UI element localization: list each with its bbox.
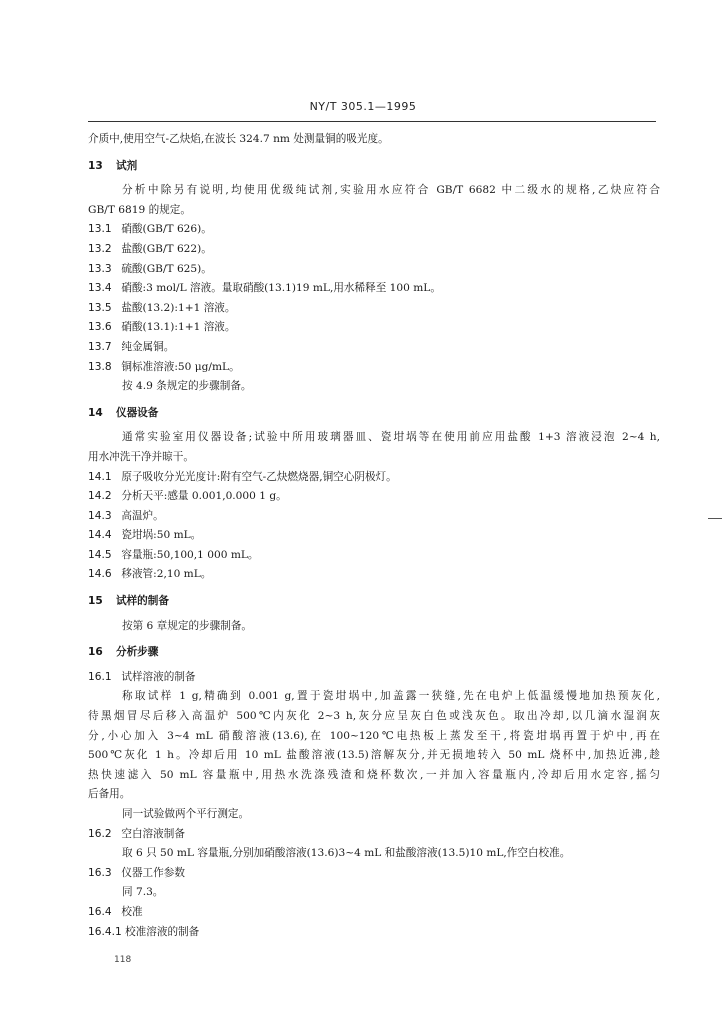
page-number: 118 [114, 955, 132, 965]
document-body [88, 130, 660, 942]
list-item [88, 279, 660, 299]
item-text: 硝酸:3 mol/L 溶液。量取硝酸(13.1)19 mL,用水稀释至 100 mL。 [121, 282, 441, 295]
item-number: 13.6 [88, 321, 112, 334]
item-text: 高温炉。 [121, 509, 164, 522]
section-heading-13 [88, 157, 660, 177]
section-title: 试剂 [116, 159, 138, 172]
item-number: 14.3 [88, 509, 112, 522]
item-text: 仪器工作参数 [121, 866, 185, 879]
item-number: 14.2 [88, 490, 112, 503]
paragraph-line: 介质中,使用空气-乙炔焰,在波长 324.7 nm 处测量铜的吸光度。 [88, 133, 389, 145]
item-number: 14.5 [88, 548, 112, 561]
item-number: 14.4 [88, 529, 112, 542]
margin-mark [708, 518, 722, 519]
paragraph-line: 同一试验做两个平行测定。 [122, 808, 250, 820]
item-text: 移液管:2,10 mL。 [121, 568, 212, 581]
item-number: 14.1 [88, 470, 112, 483]
standard-number-header: NY/T 305.1—1995 [309, 100, 417, 113]
item-text: 盐酸(GB/T 622)。 [121, 242, 212, 255]
item-number: 16.2 [88, 827, 112, 840]
section-title: 试样的制备 [116, 595, 169, 608]
item-text: 校准溶液的制备 [125, 925, 200, 938]
section-heading-16 [88, 643, 660, 663]
item-number: 13.2 [88, 242, 112, 255]
list-item [88, 260, 660, 280]
section-title: 分析步骤 [116, 646, 159, 659]
item-number: 16.4.1 [88, 925, 122, 938]
item-text: 硝酸(13.1):1+1 溶液。 [121, 321, 236, 334]
list-item [88, 240, 660, 260]
paragraph-line: 按第 6 章规定的步骤制备。 [122, 619, 253, 632]
item-text: 铜标准溶液:50 μg/mL。 [121, 360, 240, 373]
item-number: 13.3 [88, 262, 112, 275]
item-number: 13.4 [88, 282, 112, 295]
item-number: 13.5 [88, 301, 112, 314]
item-text: 空白溶液制备 [121, 827, 185, 840]
item-text: 试样溶液的制备 [121, 670, 196, 683]
paragraph-line: 分析中除另有说明,均使用优级纯试剂,实验用水应符合 GB/T 6682 中二级水的规格,乙炔应符合 [122, 184, 660, 197]
paragraph-line: 待黑烟冒尽后移入高温炉 500℃内灰化 2~3 h,灰分应呈灰白色或浅灰色。取出冷却,以几滴水湿润灰 [88, 710, 660, 723]
list-item [88, 318, 660, 338]
section-number: 14 [88, 406, 103, 419]
paragraph-line: 取 6 只 50 mL 容量瓶,分别加硝酸溶液(13.6)3~4 mL 和盐酸溶液(13.5)10 mL,作空白校准。 [122, 847, 571, 860]
paragraph-line: 500℃灰化 1 h。冷却后用 10 mL 盐酸溶液(13.5)溶解灰分,并无损地转入 50 mL 烧杯中,加热近沸,趁 [88, 749, 660, 762]
header-rule [88, 121, 656, 122]
section-heading-15 [88, 592, 660, 612]
item-text: 硫酸(GB/T 625)。 [121, 262, 212, 275]
list-item [88, 825, 660, 845]
paragraph-line: 通常实验室用仪器设备;试验中所用玻璃器皿、瓷坩埚等在使用前应用盐酸 1+3 溶液浸泡 2~4 h, [122, 431, 660, 444]
section-number: 16 [88, 646, 103, 659]
paragraph-line: 分,小心加入 3~4 mL 硝酸溶液(13.6),在 100~120℃电热板上蒸发至干,将瓷坩埚再置于炉中,再在 [88, 729, 660, 742]
paragraph-line: 按 4.9 条规定的步骤制备。 [122, 380, 252, 393]
item-number: 13.7 [88, 340, 112, 353]
item-text: 瓷坩埚:50 mL。 [121, 529, 202, 542]
item-text: 原子吸收分光光度计:附有空气-乙炔燃烧器,铜空心阴极灯。 [121, 470, 397, 483]
paragraph-line: GB/T 6819 的规定。 [88, 203, 191, 216]
item-text: 校准 [121, 905, 143, 918]
item-text: 容量瓶:50,100,1 000 mL。 [121, 548, 259, 561]
item-number: 16.3 [88, 866, 112, 879]
section-number: 13 [88, 159, 103, 172]
paragraph-line: 用水冲洗干净并晾干。 [88, 450, 194, 463]
list-item [88, 338, 660, 358]
item-text: 分析天平:感量 0.001,0.000 1 g。 [121, 490, 287, 503]
paragraph-line: 称取试样 1 g,精确到 0.001 g,置于瓷坩埚中,加盖露一狭缝,先在电炉上低温缓慢地加热预灰化, [122, 690, 660, 703]
list-item [88, 923, 660, 943]
list-item [88, 526, 660, 546]
list-item [88, 468, 660, 488]
section-title: 仪器设备 [116, 406, 159, 419]
item-number: 13.8 [88, 360, 112, 373]
list-item [88, 668, 660, 688]
item-number: 16.1 [88, 670, 112, 683]
paragraph-line: 同 7.3。 [122, 886, 164, 899]
list-item [88, 565, 660, 585]
paragraph-line: 热快速滤入 50 mL 容量瓶中,用热水洗涤残渣和烧杯数次,一并加入容量瓶内,冷却后用水定容,摇匀 [88, 768, 660, 781]
list-item [88, 487, 660, 507]
list-item [88, 864, 660, 884]
list-item [88, 546, 660, 566]
section-number: 15 [88, 595, 103, 608]
list-item [88, 903, 660, 923]
item-text: 硝酸(GB/T 626)。 [121, 223, 212, 236]
item-number: 14.6 [88, 568, 112, 581]
list-item [88, 220, 660, 240]
item-number: 13.1 [88, 223, 112, 236]
paragraph-line: 后备用。 [88, 788, 131, 801]
item-number: 16.4 [88, 905, 112, 918]
item-text: 盐酸(13.2):1+1 溶液。 [121, 301, 236, 314]
list-item [88, 299, 660, 319]
item-text: 纯金属铜。 [121, 340, 175, 353]
list-item [88, 507, 660, 527]
list-item [88, 358, 660, 378]
section-heading-14 [88, 404, 660, 424]
